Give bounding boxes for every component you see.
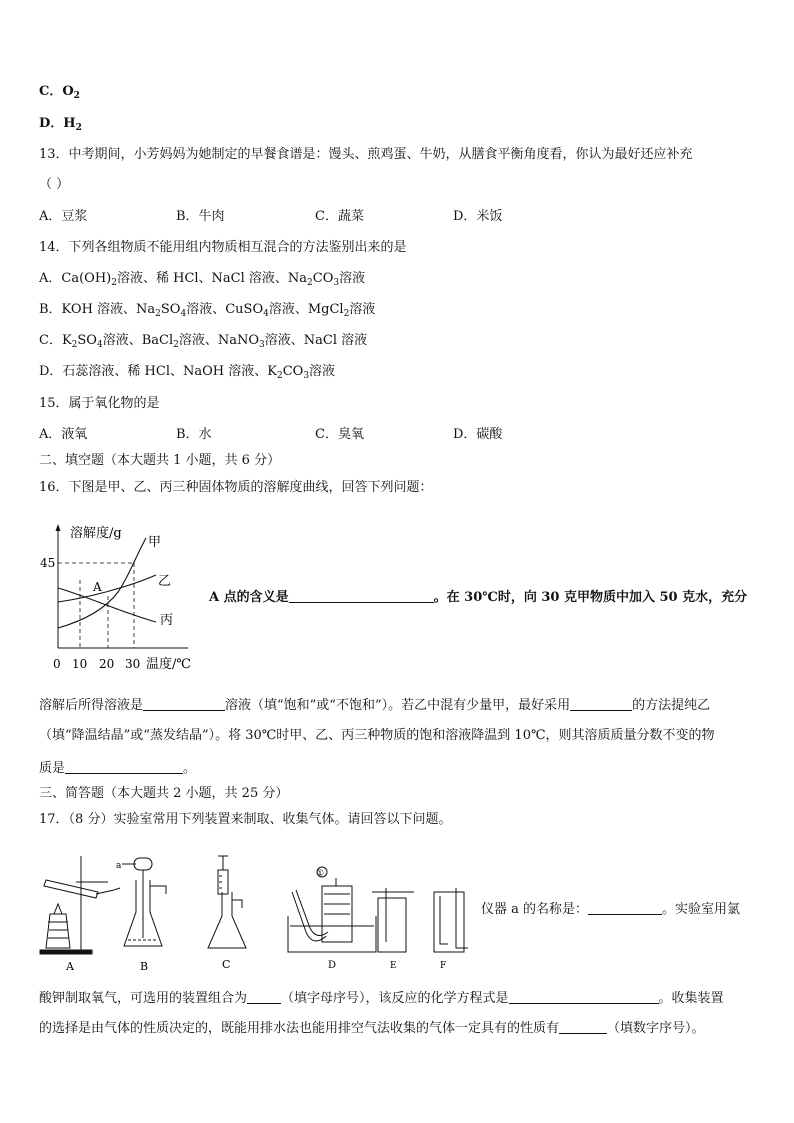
apparatus-label-f: F (440, 961, 447, 971)
q17-blank-3[interactable] (509, 990, 659, 1004)
graph-xtick-0: 0 (53, 657, 61, 671)
graph-xtick-10: 10 (72, 657, 88, 671)
q16-blank-4[interactable] (65, 760, 183, 774)
q13-option-d: D．米饭 (453, 209, 503, 224)
apparatus-label-c: C (222, 958, 231, 971)
graph-ylabel: 溶解度/g (70, 526, 122, 541)
graph-xtick-20: 20 (99, 657, 115, 671)
q13-option-b: B．牛肉 (176, 209, 225, 224)
section-2-heading: 二、填空题（本大题共 1 小题，共 6 分） (39, 453, 281, 468)
q15-option-b: B．水 (176, 427, 212, 442)
graph-xtick-30: 30 (125, 657, 141, 671)
q14-option-a: A．$Ca(OH)_2$溶液、稀 HCl、NaCl 溶液、$Na_2CO_3$溶液 (39, 271, 366, 288)
q15-option-a: A．液氧 (39, 427, 88, 442)
q17-blank-1[interactable] (588, 901, 662, 915)
solubility-graph (36, 520, 206, 675)
graph-curve-bing: 丙 (160, 613, 174, 628)
q13-option-c: C．蔬菜 (315, 209, 364, 224)
graph-curve-jia: 甲 (148, 535, 162, 550)
q15-option-c: C．臭氧 (315, 427, 364, 442)
q15-option-d: D．碳酸 (453, 427, 503, 442)
q17-blank-4[interactable] (559, 1020, 607, 1034)
q14-option-b: B．KOH 溶液、$Na_2SO_4$溶液、CuSO$_4$溶液、MgCl$_2$溶液 (39, 302, 376, 319)
q14-option-c: C．$K_2SO_4$溶液、BaCl$_2$溶液、NaNO$_3$溶液、NaCl 溶液 (39, 333, 368, 350)
q16-line-4: 质是 。 (39, 761, 197, 776)
q13-stem: 13．中考期间，小芳妈妈为她制定的早餐食谱是：馒头、煎鸡蛋、牛奶，从膳食平衡角度看，你认为最好还应补充 (39, 147, 693, 162)
q16-line-3: （填“降温结晶”或“蒸发结晶”）。将 30℃时甲、乙、丙三种物质的饱和溶液降温到 10℃，则其溶质质量分数不变的物 (39, 728, 715, 743)
graph-curve-yi: 乙 (158, 574, 172, 589)
apparatus-label-d: D (328, 960, 337, 971)
apparatus-label-b: B (140, 960, 149, 973)
q17-stem: 17．（8 分）实验室常用下列装置来制取、收集气体。请回答以下问题。 (39, 812, 452, 827)
graph-y45: 45 (40, 556, 56, 570)
q17-line-3: 的选择是由气体的性质决定的，既能用排水法也能用排空气法收集的气体一定具有的性质有 （填数字序号）。 (39, 1021, 705, 1036)
q13-paren: （ ） (39, 177, 70, 192)
q16-stem: 16．下图是甲、乙、丙三种固体物质的溶解度曲线，回答下列问题： (39, 480, 433, 495)
q16-inline: A 点的含义是 。在 30℃时，向 30 克甲物质中加入 50 克水，充分 (209, 590, 748, 605)
graph-xlabel: 温度/℃ (146, 657, 191, 672)
q13-option-a: A．豆浆 (39, 209, 88, 224)
apparatus-mark-1: ① (316, 869, 325, 879)
q14-stem: 14．下列各组物质不能用组内物质相互混合的方法鉴别出来的是 (39, 240, 407, 255)
lab-apparatus (36, 852, 472, 976)
graph-point-a: A (93, 580, 102, 594)
apparatus-mark-a: a (116, 861, 122, 871)
q12-option-c: C．$O_2$ (39, 84, 80, 101)
q16-line-2: 溶解后所得溶液是 溶液（填“饱和”或“不饱和”）。若乙中混有少量甲，最好采用 的方法提纯乙 (39, 698, 711, 713)
q16-blank-3[interactable] (570, 697, 632, 711)
q15-stem: 15．属于氧化物的是 (39, 396, 160, 411)
q16-blank-1[interactable] (289, 589, 434, 603)
q16-blank-2[interactable] (143, 697, 225, 711)
section-3-heading: 三、简答题（本大题共 2 小题，共 25 分） (39, 786, 289, 801)
q17-line-2: 酸钾制取氧气，可选用的装置组合为 （填字母序号），该反应的化学方程式是 。收集装置 (39, 991, 724, 1006)
q12-option-d: D．$H_2$ (39, 116, 82, 133)
apparatus-label-e: E (390, 961, 397, 971)
q14-option-d: D．石蕊溶液、稀 HCl、NaOH 溶液、$K_2CO_3$溶液 (39, 364, 336, 381)
q17-inline: 仪器 a 的名称是： 。实验室用氯 (481, 902, 741, 917)
q17-blank-2[interactable] (247, 990, 281, 1004)
apparatus-label-a: A (66, 960, 74, 973)
